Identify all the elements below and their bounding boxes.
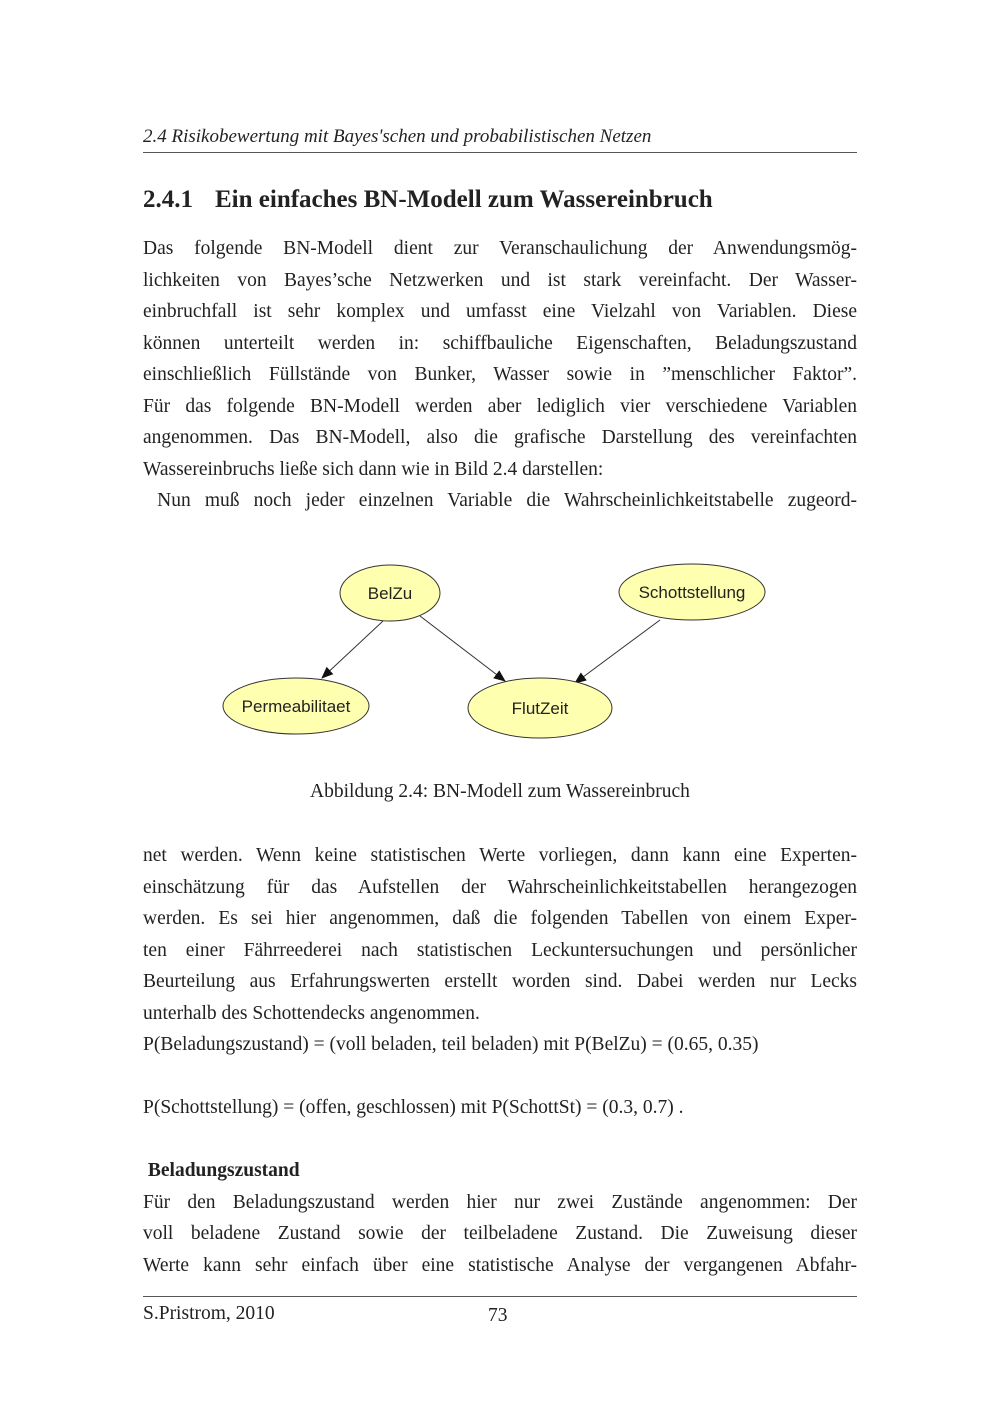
- node-permeabilitaet: [223, 678, 369, 734]
- text-line: net werden. Wenn keine statistischen Werte vorliegen, dann kann eine Experten-: [143, 845, 857, 866]
- node-flutzeit: [468, 678, 612, 738]
- edge-schottstellung-flutzeit: [575, 620, 660, 683]
- running-head: 2.4 Risikobewertung mit Bayes'schen und probabilistischen Netzen: [143, 126, 857, 153]
- text-line: Für den Beladungszustand werden hier nur zwei Zustände angenommen: Der: [143, 1191, 857, 1213]
- section-title: Ein einfaches BN-Modell zum Wassereinbruch: [215, 186, 713, 213]
- text-line: einschließlich Füllstände von Bunker, Wasser sowie in ”menschlicher Faktor”.: [143, 364, 857, 385]
- subheading: Beladungszustand: [143, 1160, 300, 1181]
- paragraph-2: [143, 840, 857, 1281]
- text-line: Nun muß noch jeder einzelnen Variable die Wahrscheinlichkeitstabelle zugeord-: [143, 490, 857, 511]
- node-label: Schottstellung: [638, 583, 746, 602]
- node-belzu: [340, 565, 440, 621]
- footer-author: S.Pristrom, 2010: [143, 1303, 275, 1324]
- text-line: Für das folgende BN-Modell werden aber lediglich vier verschiedene Variablen: [143, 395, 857, 417]
- node-schottstellung: [619, 564, 765, 620]
- page-number: 73: [488, 1305, 508, 1326]
- edge-belzu-flutzeit: [420, 616, 505, 681]
- text-line: Werte kann sehr einfach über eine statistische Analyse der vergangenen Abfahr-: [143, 1254, 857, 1276]
- text-line: werden. Es sei hier angenommen, daß die folgenden Tabellen von einem Exper-: [143, 908, 857, 929]
- text-line: lichkeiten von Bayes’sche Netzwerken und ist stark vereinfacht. Der Wasser-: [143, 269, 857, 291]
- text-line: Wassereinbruchs ließe sich dann wie in Bild 2.4 darstellen:: [143, 458, 604, 480]
- edge-belzu-permeabilitaet: [322, 621, 383, 678]
- text-line: einschätzung für das Aufstellen der Wahrscheinlichkeitstabellen herangezogen: [143, 876, 857, 898]
- paragraph-1: [143, 233, 857, 517]
- node-label: BelZu: [367, 584, 413, 603]
- section-number: 2.4.1: [143, 186, 193, 213]
- node-label: Permeabilitaet: [241, 697, 351, 716]
- text-line: unterhalb des Schottendecks angenommen.: [143, 1002, 480, 1024]
- text-line: P(Beladungszustand) = (voll beladen, teil beladen) mit P(BelZu) = (0.65, 0.35): [143, 1034, 759, 1055]
- text-line: ten einer Fährreederei nach statistischen Leckuntersuchungen und persönlicher: [143, 939, 857, 961]
- figure-caption: Abbildung 2.4: BN-Modell zum Wassereinbruch: [310, 781, 690, 802]
- footer: [143, 1296, 857, 1326]
- text-line: angenommen. Das BN-Modell, also die grafische Darstellung des vereinfachten: [143, 427, 857, 448]
- text-line: voll beladene Zustand sowie der teilbeladene Zustand. Die Zuweisung dieser: [143, 1223, 857, 1244]
- text-line: P(Schottstellung) = (offen, geschlossen) mit P(SchottSt) = (0.3, 0.7) .: [143, 1097, 684, 1118]
- section-heading: [143, 186, 713, 214]
- text-line: einbruchfall ist sehr komplex und umfasst eine Vielzahl von Variablen. Diese: [143, 301, 857, 322]
- text-line: können unterteilt werden in: schiffbauliche Eigenschaften, Beladungszustand: [143, 332, 857, 354]
- text-line: Beurteilung aus Erfahrungswerten erstellt worden sind. Dabei werden nur Lecks: [143, 971, 857, 992]
- text-line: Das folgende BN-Modell dient zur Veranschaulichung der Anwendungsmög-: [143, 238, 857, 259]
- node-label: FlutZeit: [511, 699, 569, 718]
- bn-diagram: [0, 550, 1000, 760]
